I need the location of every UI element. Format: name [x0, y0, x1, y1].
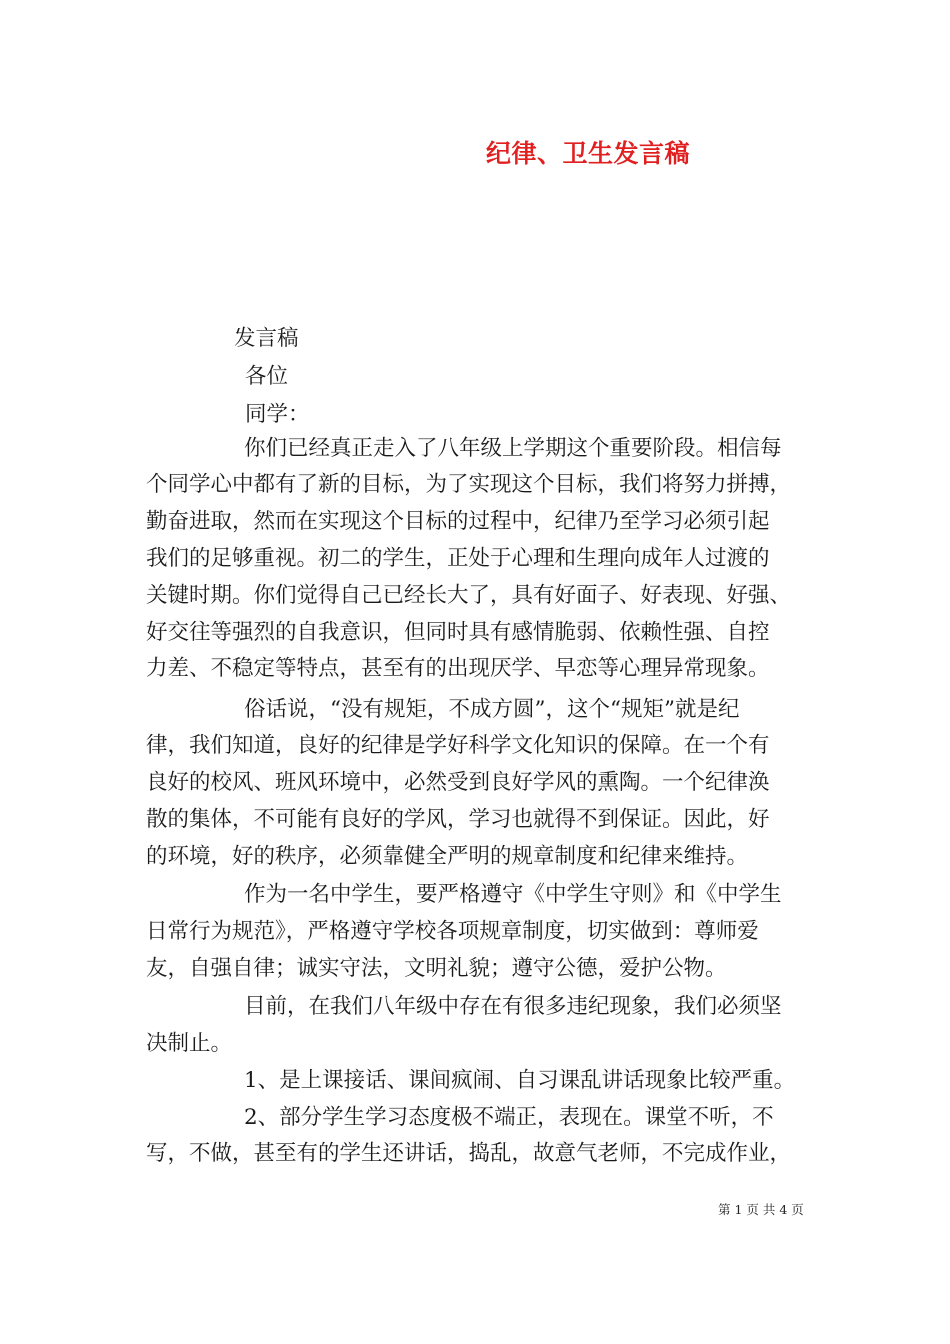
body-line: 俗话说，“没有规矩，不成方圆”，这个“规矩”就是纪 — [244, 697, 740, 722]
body-line: 友，自强自律；诚实守法，文明礼貌；遵守公德，爱护公物。 — [146, 956, 727, 981]
body-line: 好交往等强烈的自我意识，但同时具有感情脆弱、依赖性强、自控 — [146, 620, 770, 645]
body-line: 我们的足够重视。初二的学生，正处于心理和生理向成年人过渡的 — [146, 546, 770, 571]
body-line: 的环境，好的秩序，必须靠健全严明的规章制度和纪律来维持。 — [146, 844, 749, 869]
document-title: 纪律、卫生发言稿 — [486, 139, 691, 168]
body-line: 写，不做，甚至有的学生还讲话，捣乱，故意气老师，不完成作业， — [146, 1141, 792, 1166]
body-line: 勤奋进取，然而在实现这个目标的过程中，纪律乃至学习必须引起 — [146, 509, 770, 534]
salutation-line-1: 各位 — [245, 364, 289, 389]
body-line: 力差、不稳定等特点，甚至有的出现厌学、早恋等心理异常现象。 — [146, 656, 770, 681]
body-line: 良好的校风、班风环境中，必然受到良好学风的熏陶。一个纪律涣 — [146, 770, 770, 795]
body-line: 决制止。 — [146, 1031, 233, 1056]
body-line: 2、部分学生学习态度极不端正，表现在。课堂不听，不 — [244, 1105, 774, 1130]
body-line: 日常行为规范》，严格遵守学校各项规章制度，切实做到：尊师爱 — [146, 919, 759, 944]
body-line: 关键时期。你们觉得自己已经长大了，具有好面子、好表现、好强、 — [146, 583, 792, 608]
body-line: 律，我们知道，良好的纪律是学好科学文化知识的保障。在一个有 — [146, 733, 770, 758]
document-heading: 发言稿 — [234, 326, 299, 351]
body-line: 作为一名中学生，要严格遵守《中学生守则》和《中学生 — [244, 882, 782, 907]
body-line: 1、是上课接话、课间疯闹、自习课乱讲话现象比较严重。 — [244, 1068, 796, 1093]
salutation-line-2: 同学： — [245, 402, 310, 427]
body-line: 目前，在我们八年级中存在有很多违纪现象，我们必须坚 — [244, 994, 782, 1019]
body-line: 个同学心中都有了新的目标，为了实现这个目标，我们将努力拼搏， — [146, 472, 792, 497]
body-line: 散的集体，不可能有良好的学风，学习也就得不到保证。因此，好 — [146, 807, 770, 832]
page-number: 第 1 页 共 4 页 — [718, 1202, 804, 1217]
body-line: 你们已经真正走入了八年级上学期这个重要阶段。相信每 — [244, 436, 782, 461]
